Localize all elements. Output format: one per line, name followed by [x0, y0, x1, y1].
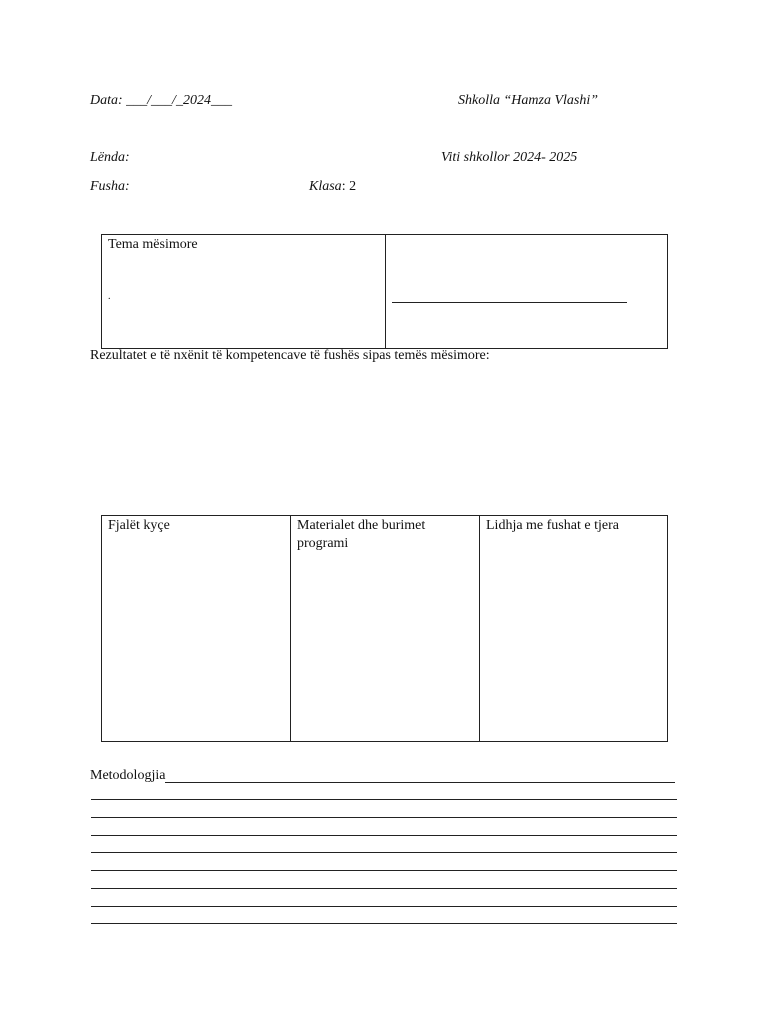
subject-colon: :	[125, 150, 130, 165]
field-label: Fusha	[90, 179, 125, 194]
methodology-first-line	[165, 782, 675, 783]
connections-label: Lidhja me fushat e tjera	[486, 518, 619, 533]
topic-label: Tema mësimore	[108, 237, 198, 252]
topic-cell	[102, 235, 386, 349]
field-colon: :	[125, 179, 130, 194]
subject-label: Lënda	[90, 150, 125, 165]
keywords-label: Fjalët kyçe	[108, 518, 170, 533]
class-line	[309, 179, 356, 195]
connections-cell	[480, 516, 668, 742]
resources-table	[101, 515, 668, 742]
methodology-line	[91, 799, 677, 800]
school-year: Viti shkollor 2024- 2025	[441, 150, 578, 165]
date-line	[90, 93, 232, 109]
class-label: Klasa	[309, 179, 342, 194]
materials-cell	[291, 516, 480, 742]
methodology-line	[91, 835, 677, 836]
school-name: Shkolla “Hamza Vlashi”	[458, 93, 599, 108]
methodology-label: Metodologjia	[90, 768, 166, 783]
date-label: Data	[90, 93, 118, 108]
topic-table	[101, 234, 668, 349]
methodology-line	[91, 870, 677, 871]
methodology-line	[91, 923, 677, 924]
outcomes-label: Rezultatet e të nxënit të kompetencave të fushës sipas temës mësimore:	[90, 348, 490, 363]
methodology-line	[91, 852, 677, 853]
topic-answer-line	[392, 302, 627, 303]
materials-label: Materialet dhe burimet programi	[297, 518, 426, 551]
field-line	[90, 179, 130, 195]
subject-line	[90, 150, 130, 166]
methodology-line	[91, 888, 677, 889]
keywords-cell	[102, 516, 291, 742]
class-value: : 2	[341, 179, 357, 194]
topic-answer-cell	[386, 235, 668, 349]
methodology-line	[91, 906, 677, 907]
topic-dot: .	[108, 291, 111, 302]
date-value: : ___/___/_2024___	[118, 93, 232, 108]
methodology-line	[91, 817, 677, 818]
